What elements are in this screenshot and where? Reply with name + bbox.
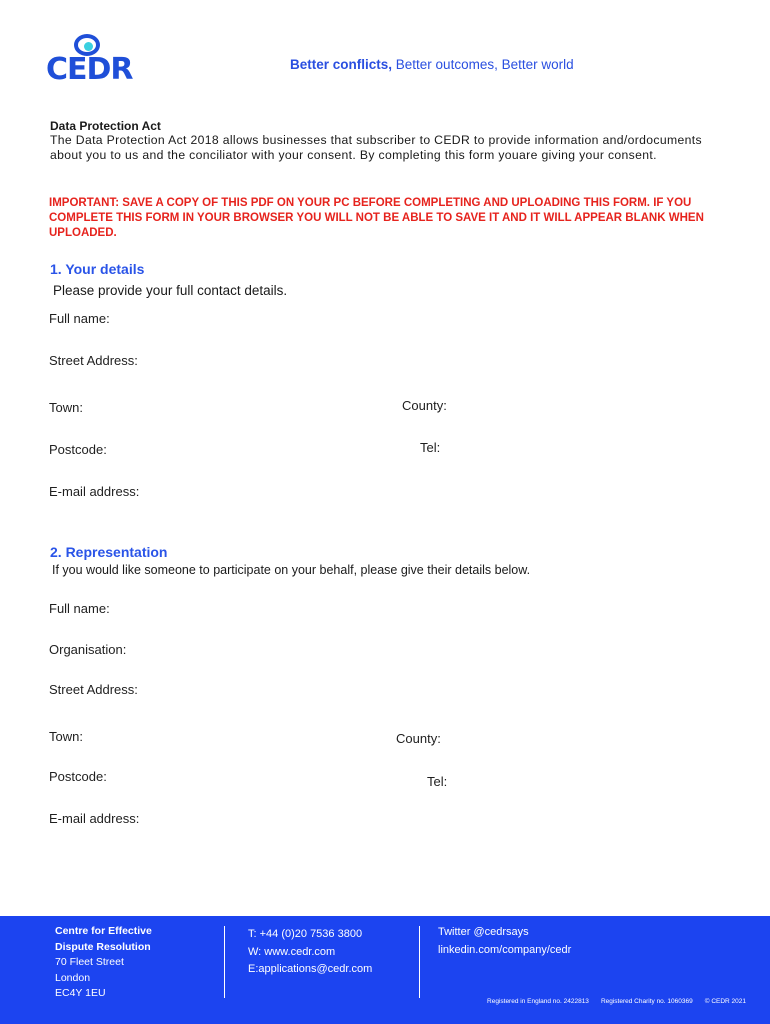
details-tel-field[interactable]: Tel: <box>420 440 441 455</box>
footer-contact-block <box>248 926 372 979</box>
footer-reg-charity: Registered Charity no. 1060369 <box>600 998 693 1005</box>
footer-address-block <box>55 924 152 1002</box>
footer-web-link[interactable]: W: www.cedr.com <box>248 945 336 958</box>
logo-text: CEDR <box>46 52 133 87</box>
footer-divider-1 <box>224 926 225 998</box>
rep-county-field[interactable]: County: <box>396 731 441 746</box>
footer-phone: T: +44 (0)20 7536 3800 <box>248 928 363 940</box>
footer-twitter-link[interactable]: Twitter @cedrsays <box>438 926 529 938</box>
data-protection-body: The Data Protection Act 2018 allows businesses that subscriber to CEDR to provide information and/ordocuments about you to us and the conciliator with your consent. By completing this form youare giving your consent. <box>50 133 702 162</box>
footer-org-line-1: Centre for Effective <box>55 925 152 937</box>
details-postcode-field[interactable]: Postcode: <box>49 442 107 457</box>
footer-social-block <box>438 924 571 959</box>
footer <box>0 916 770 1024</box>
cedr-logo <box>46 34 138 90</box>
section-representation-subtitle: If you would like someone to participate on your behalf, please give their details below. <box>52 563 531 577</box>
footer-address-3: EC4Y 1EU <box>55 987 106 999</box>
tagline <box>290 57 574 72</box>
tagline-part-1: Better conflicts, <box>290 57 393 72</box>
footer-reg-england: Registered in England no. 2422813 <box>487 998 589 1005</box>
footer-copyright: © CEDR 2021 <box>704 998 746 1005</box>
footer-address-2: London <box>55 971 91 984</box>
rep-postcode-field[interactable]: Postcode: <box>49 769 107 784</box>
important-notice: IMPORTANT: SAVE A COPY OF THIS PDF ON YOUR PC BEFORE COMPLETING AND UPLOADING THIS FORM. IF YOU COMPLETE THIS FORM IN YOUR BROWSER YOU WILL NOT BE ABLE TO SAVE IT AND IT WILL APPEAR BLANK WHEN UPLOADED. <box>49 197 704 239</box>
details-street-address-field[interactable]: Street Address: <box>49 353 138 368</box>
section-your-details-subtitle: Please provide your full contact details. <box>53 283 288 298</box>
details-town-field[interactable]: Town: <box>49 400 83 415</box>
tagline-part-2: Better outcomes, <box>392 57 498 72</box>
rep-organisation-field[interactable]: Organisation: <box>49 642 127 657</box>
data-protection-heading: Data Protection Act <box>50 119 161 133</box>
rep-email-field[interactable]: E-mail address: <box>49 811 140 826</box>
details-county-field[interactable]: County: <box>402 398 447 413</box>
footer-org-line-2: Dispute Resolution <box>55 940 151 953</box>
rep-tel-field[interactable]: Tel: <box>427 774 448 789</box>
rep-street-address-field[interactable]: Street Address: <box>49 682 138 697</box>
rep-full-name-field[interactable]: Full name: <box>49 601 110 616</box>
tagline-part-3: Better world <box>497 57 574 72</box>
footer-linkedin-link[interactable]: linkedin.com/company/cedr <box>438 943 572 956</box>
footer-divider-2 <box>419 926 420 998</box>
footer-registration <box>475 998 746 1005</box>
rep-town-field[interactable]: Town: <box>49 729 83 744</box>
details-full-name-field[interactable]: Full name: <box>49 311 110 326</box>
section-your-details-title: 1. Your details <box>50 261 145 277</box>
details-email-field[interactable]: E-mail address: <box>49 484 140 499</box>
footer-address-1: 70 Fleet Street <box>55 956 124 968</box>
section-representation-title: 2. Representation <box>50 544 168 560</box>
footer-email-link[interactable]: E:applications@cedr.com <box>248 963 373 975</box>
